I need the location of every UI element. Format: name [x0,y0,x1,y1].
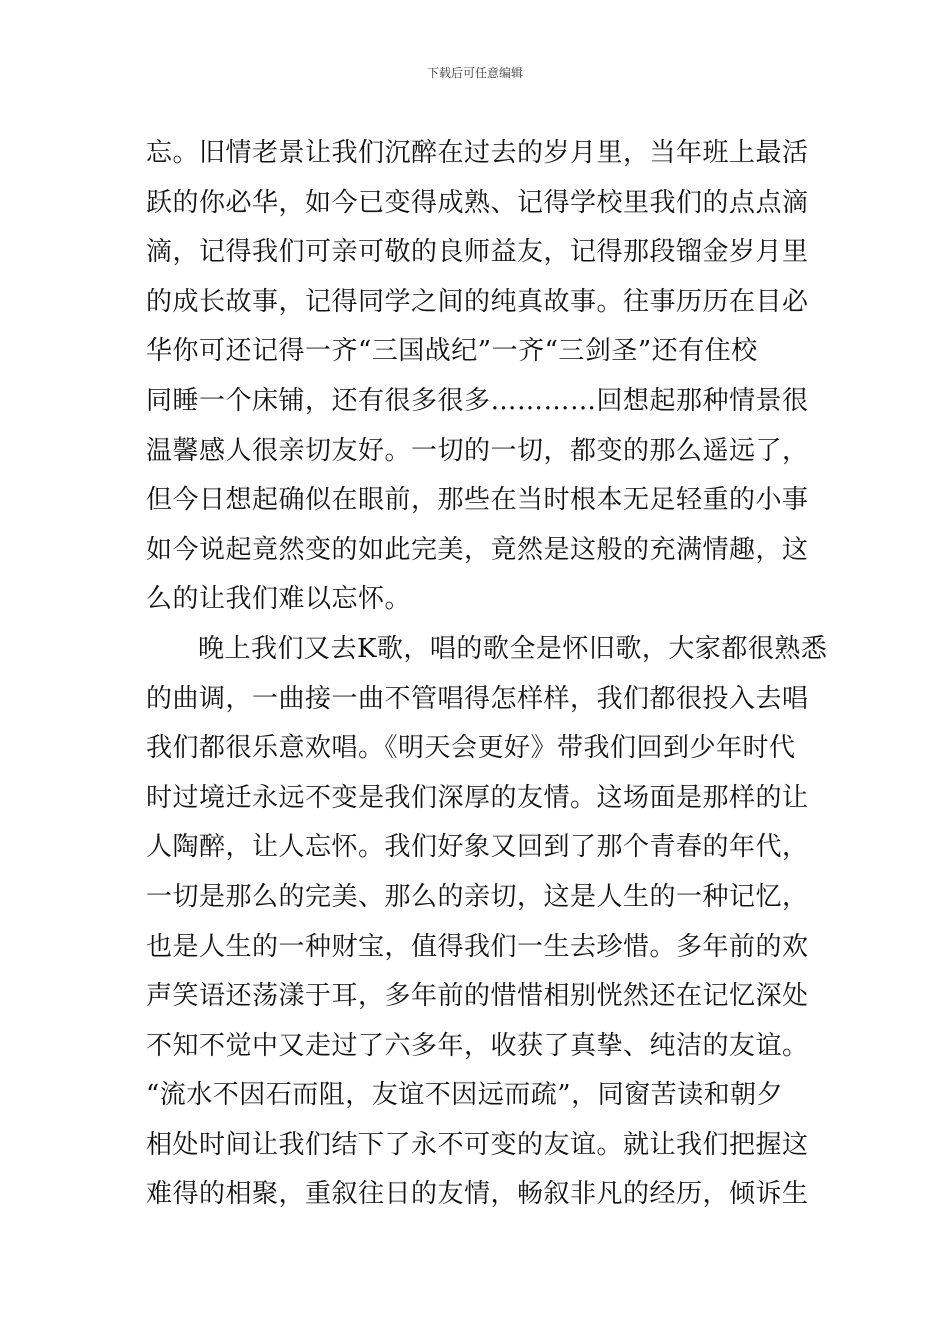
body-text [146,129,828,1220]
text-line: 也是人生的一种财宝，值得我们一生去珍惜。多年前的欢 [146,931,809,962]
text-line: 但今日想起确似在眼前，那些在当时根本无足轻重的小事 [146,485,809,516]
text-line: 如今说起竟然变的如此完美，竟然是这般的充满情趣，这 [146,534,809,565]
text-line: 跃的你必华，如今已变得成熟、记得学校里我们的点点滴 [146,187,809,218]
text-line: 么的让我们难以忘怀。 [146,584,412,615]
text-line: 同睡一个床铺，还有很多很多…………回想起那种情景很 [146,385,809,416]
text-line: 不知不觉中又走过了六多年，收获了真挚、纯洁的友谊。 [146,1030,809,1061]
text-line: 华你可还记得一齐“三国战纪”一齐“三剑圣”还有住校 [146,336,758,367]
text-line: 我们都很乐意欢唱。《明天会更好》带我们回到少年时代 [146,733,796,764]
text-line: 的成长故事，记得同学之间的纯真故事。往事历历在目必 [146,286,809,317]
text-line: 滴，记得我们可亲可敬的良师益友，记得那段镏金岁月里 [146,237,809,268]
text-line: “流水不因石而阻，友谊不因远而疏”，同窗苦读和朝夕 [146,1080,784,1111]
text-line: 时过境迁永远不变是我们深厚的友情。这场面是那样的让 [146,782,809,813]
text-line: 人陶醉，让人忘怀。我们好象又回到了那个青春的年代， [146,832,809,863]
paragraph-start-line: 晚上我们又去K歌，唱的歌全是怀旧歌，大家都很熟悉 [198,633,828,664]
text-line: 忘。旧情老景让我们沉醉在过去的岁月里，当年班上最活 [146,138,809,168]
text-line: 温馨感人很亲切友好。一切的一切，都变的那么遥远了， [146,435,809,466]
text-line: 的曲调，一曲接一曲不管唱得怎样样，我们都很投入去唱 [146,683,809,714]
text-line: 声笑语还荡漾于耳，多年前的惜惜相别恍然还在记忆深处 [146,981,809,1012]
text-line: 相处时间让我们结下了永不可变的友谊。就让我们把握这 [146,1129,809,1160]
text-line: 一切是那么的完美、那么的亲切，这是人生的一种记忆， [146,881,809,912]
page-header: 下载后可任意编辑 [426,66,523,80]
text-line: 难得的相聚，重叙往日的友情，畅叙非凡的经历，倾诉生 [146,1179,809,1210]
